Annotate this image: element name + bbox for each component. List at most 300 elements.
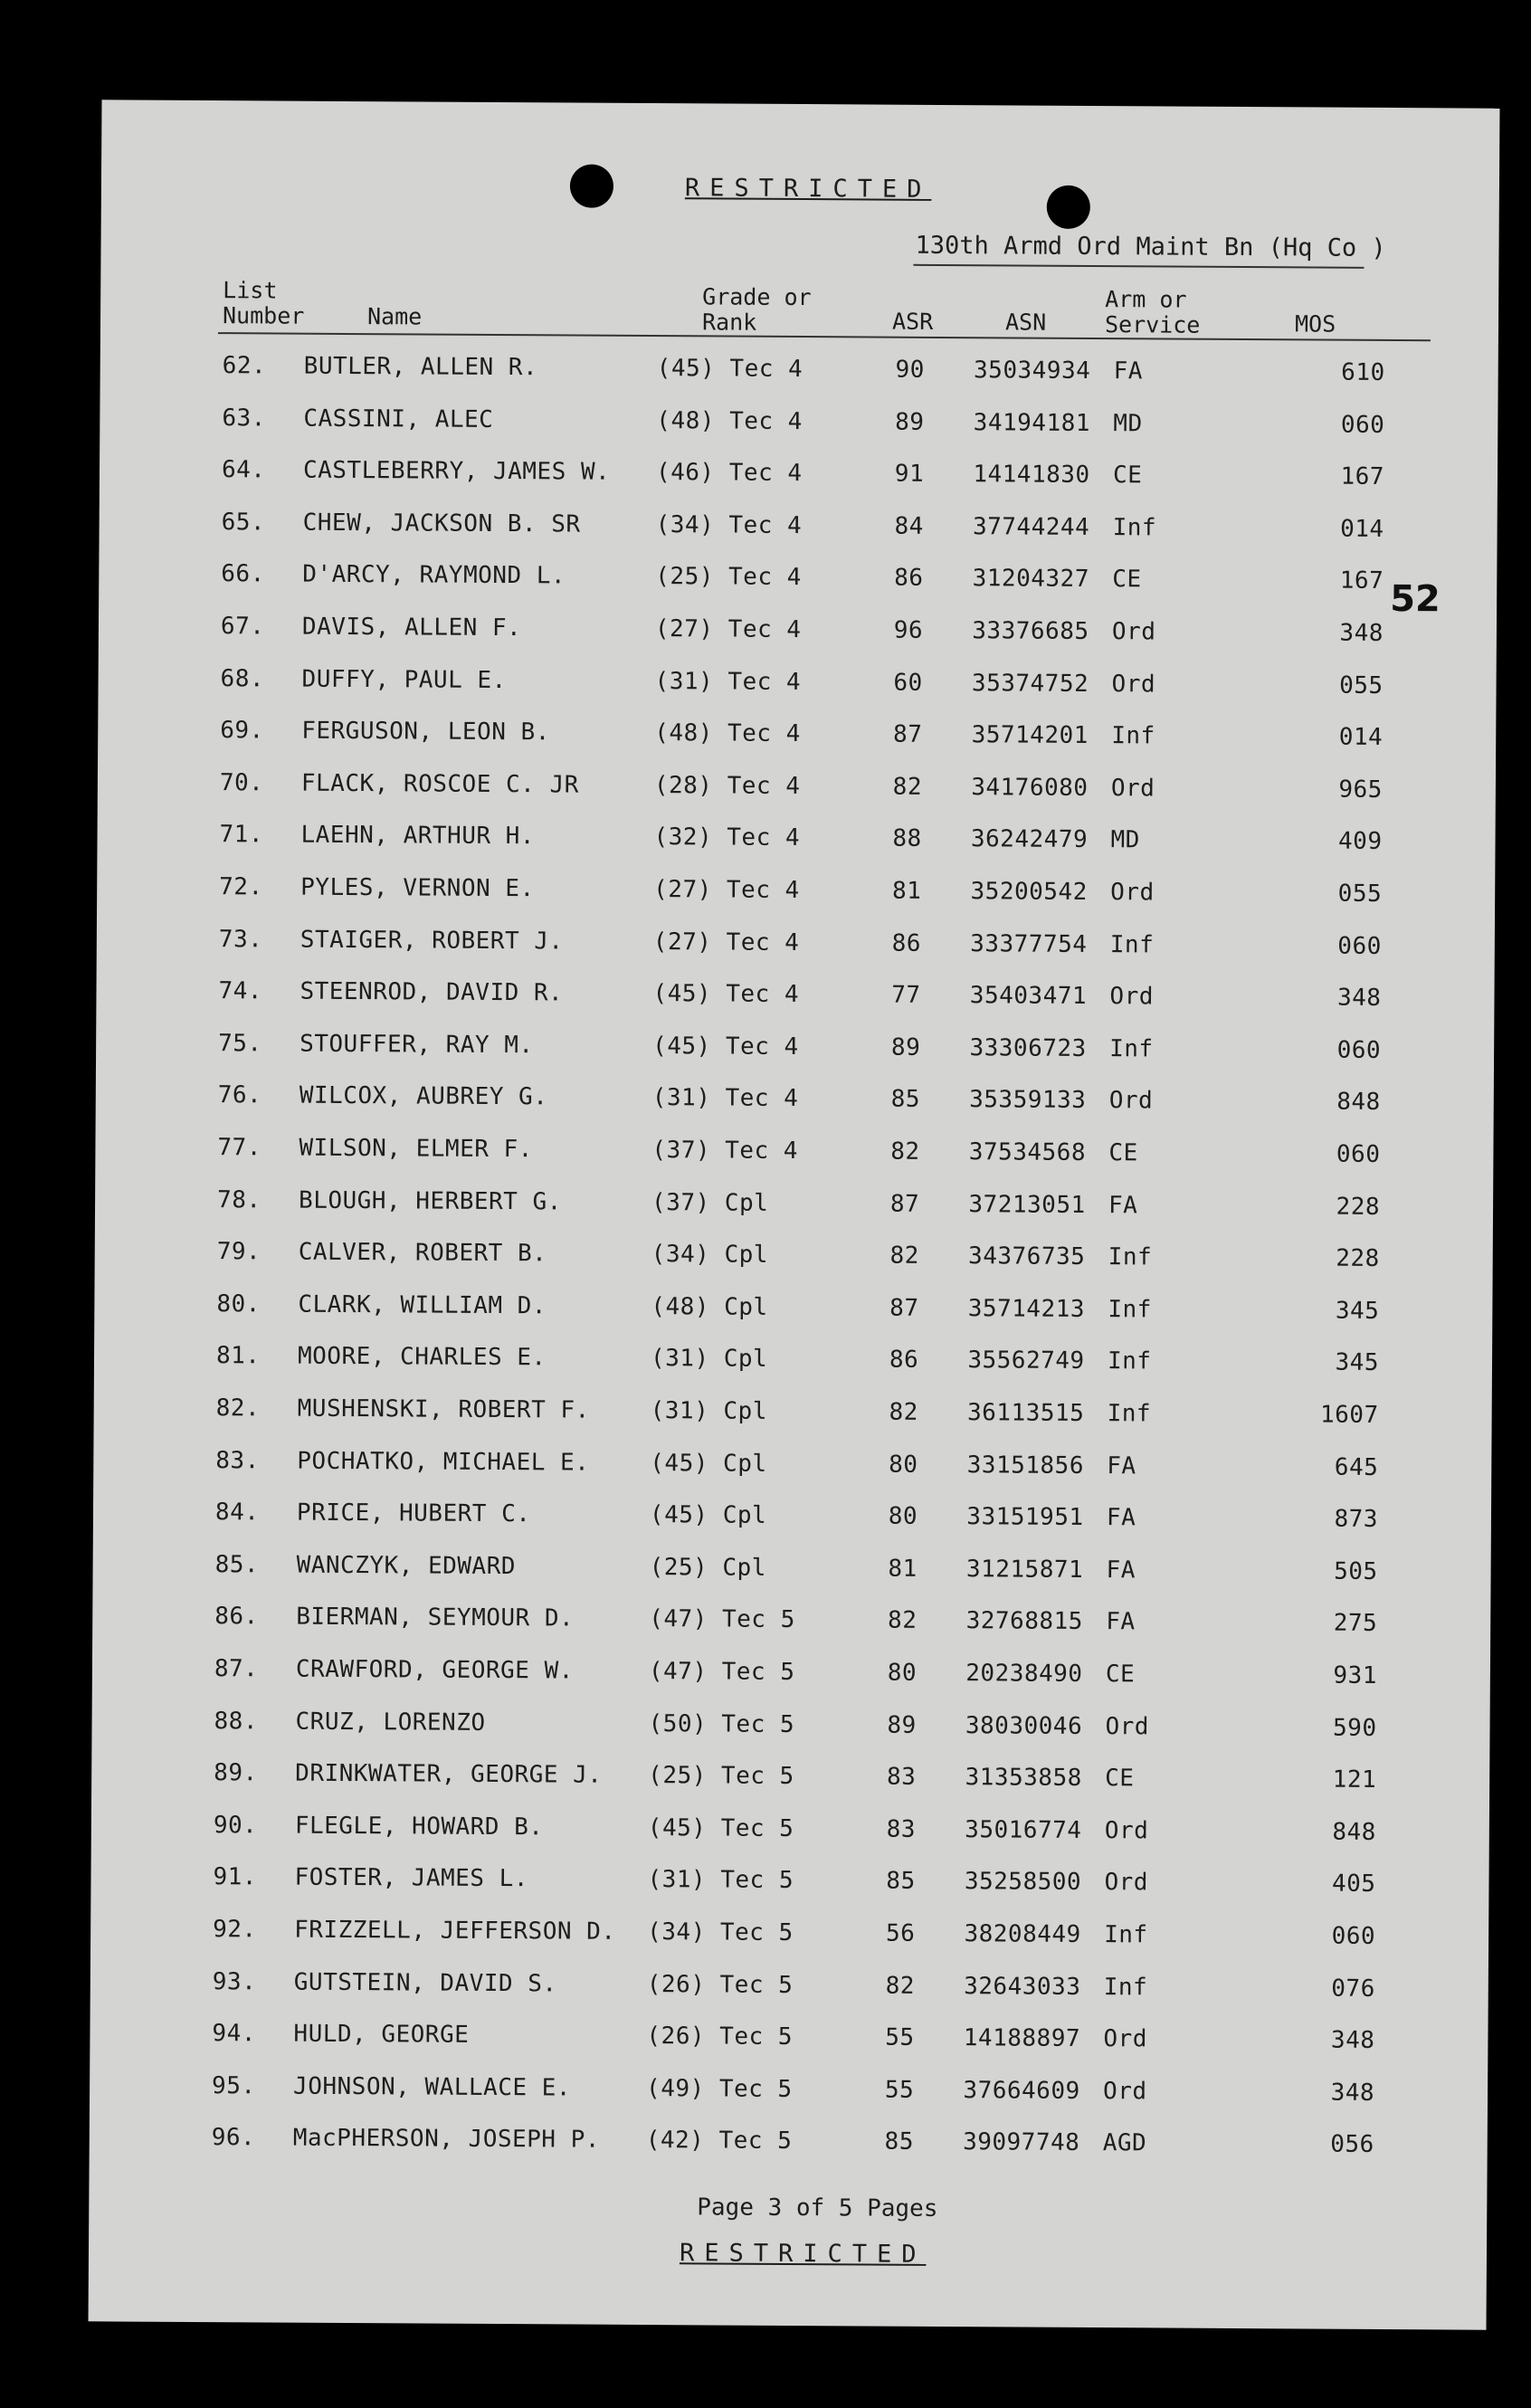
cell-mos: 275 (1333, 1610, 1378, 1638)
cell-name: PYLES, VERNON E. (300, 873, 535, 903)
table-row (97, 925, 1495, 969)
cell-arm: Ord (1111, 618, 1156, 646)
cell-asn: 37213051 (968, 1190, 1086, 1219)
cell-name: FERGUSON, LEON B. (301, 717, 550, 747)
cell-mos: 167 (1340, 462, 1385, 491)
cell-asn: 35016774 (965, 1815, 1082, 1844)
table-row (90, 2019, 1488, 2063)
cell-arm: Inf (1109, 1034, 1154, 1063)
cell-asr: 89 (887, 1711, 917, 1739)
cell-mos: 055 (1337, 880, 1383, 908)
cell-asn: 35258500 (964, 1868, 1082, 1897)
cell-list-number: 65. (221, 508, 266, 537)
cell-arm: CE (1108, 1139, 1138, 1167)
cell-name: STEENROD, DAVID R. (300, 977, 564, 1007)
cell-asn: 35034934 (973, 357, 1091, 385)
cell-mos: 931 (1333, 1661, 1377, 1689)
cell-mos: 121 (1332, 1766, 1377, 1794)
cell-asn: 20238490 (965, 1660, 1083, 1688)
cell-list-number: 62. (222, 352, 267, 380)
cell-asn: 35714201 (971, 721, 1089, 750)
table-row (100, 351, 1498, 395)
cell-asr: 90 (895, 356, 925, 384)
cell-name: MacPHERSON, JOSEPH P. (292, 2125, 601, 2155)
cell-grade: (45) Tec 4 (652, 1032, 799, 1061)
cell-mos: 965 (1338, 776, 1383, 804)
cell-asn: 32768815 (965, 1607, 1083, 1636)
cell-name: CALVER, ROBERT B. (298, 1238, 547, 1268)
cell-mos: 167 (1339, 567, 1384, 595)
cell-asr: 91 (894, 460, 925, 489)
cell-mos: 076 (1331, 1975, 1375, 2003)
cell-grade: (28) Tec 4 (653, 771, 801, 800)
cell-asn: 36113515 (966, 1399, 1085, 1427)
cell-mos: 055 (1339, 671, 1384, 700)
cell-list-number: 86. (214, 1603, 259, 1631)
table-row (99, 560, 1497, 604)
cell-arm: Inf (1111, 722, 1155, 750)
cell-name: FRIZZELL, JEFFERSON D. (294, 1916, 616, 1946)
cell-arm: Ord (1103, 2025, 1148, 2053)
cell-list-number: 84. (214, 1499, 260, 1527)
cell-grade: (25) Cpl (649, 1553, 766, 1582)
cell-arm: CE (1105, 1765, 1135, 1793)
cell-asr: 83 (886, 1763, 917, 1792)
table-row (95, 1133, 1493, 1177)
cell-asr: 77 (891, 981, 921, 1010)
cell-asr: 84 (894, 512, 924, 540)
cell-asr: 55 (884, 2076, 915, 2104)
cell-asr: 83 (886, 1815, 917, 1843)
cell-asr: 80 (887, 1659, 918, 1687)
table-row (99, 612, 1497, 656)
cell-name: FLEGLE, HOWARD B. (294, 1812, 544, 1842)
table-row (95, 1237, 1493, 1281)
table-row (90, 2124, 1488, 2168)
unit-underline (913, 264, 1364, 269)
cell-list-number: 81. (215, 1342, 261, 1370)
cell-asn: 34376735 (968, 1242, 1086, 1271)
table-row (91, 1811, 1489, 1855)
header-underline (218, 332, 1431, 341)
col-header-list-number (223, 278, 305, 329)
cell-asn: 34194181 (973, 408, 1091, 437)
cell-grade: (32) Tec 4 (653, 823, 801, 852)
cell-grade: (47) Tec 5 (648, 1658, 795, 1687)
cell-grade: (48) Cpl (651, 1292, 768, 1321)
cell-list-number: 75. (218, 1029, 262, 1058)
cell-grade: (37) Tec 4 (651, 1137, 799, 1166)
cell-arm: Ord (1108, 1087, 1154, 1115)
cell-arm: Ord (1110, 774, 1155, 803)
cell-name: STOUFFER, RAY M. (300, 1030, 534, 1060)
table-row (90, 1915, 1488, 1959)
cell-mos: 645 (1334, 1453, 1379, 1481)
cell-list-number: 71. (219, 821, 264, 849)
table-row (90, 2071, 1488, 2116)
cell-grade: (27) Tec 4 (653, 876, 800, 905)
table-row (94, 1342, 1492, 1386)
cell-arm: CE (1112, 566, 1142, 594)
cell-name: BIERMAN, SEYMOUR D. (296, 1604, 575, 1632)
cell-list-number: 85. (214, 1550, 260, 1579)
cell-grade: (48) Tec 4 (656, 406, 803, 435)
table-row (98, 664, 1496, 709)
cell-arm: FA (1106, 1608, 1136, 1636)
col-header-arm-line2: Service (1104, 311, 1201, 338)
cell-asn: 35200542 (970, 878, 1088, 906)
cell-grade: (31) Cpl (650, 1345, 768, 1374)
cell-name: BUTLER, ALLEN R. (303, 352, 538, 382)
cell-name: PRICE, HUBERT C. (296, 1499, 531, 1528)
cell-grade: (48) Tec 4 (654, 719, 801, 748)
cell-mos: 348 (1339, 619, 1384, 647)
cell-grade: (45) Tec 5 (647, 1813, 794, 1842)
cell-name: CHEW, JACKSON B. SR (302, 509, 581, 538)
col-header-name: Name (366, 303, 423, 330)
cell-list-number: 78. (216, 1185, 262, 1214)
col-header-arm (1105, 287, 1201, 338)
table-row (91, 1707, 1489, 1751)
cell-asr: 81 (888, 1555, 918, 1583)
cell-name: D'ARCY, RAYMOND L. (302, 561, 566, 590)
cell-mos: 345 (1335, 1297, 1380, 1325)
cell-list-number: 94. (212, 2020, 257, 2048)
cell-arm: Ord (1104, 1869, 1149, 1897)
cell-asn: 14188897 (963, 2024, 1081, 2053)
cell-list-number: 89. (214, 1759, 258, 1787)
cell-asn: 33377754 (970, 929, 1088, 958)
cell-asr: 87 (892, 720, 923, 749)
cell-grade: (46) Tec 4 (655, 459, 803, 488)
cell-arm: Ord (1110, 879, 1155, 907)
cell-asr: 56 (885, 1919, 916, 1947)
table-row (96, 1029, 1494, 1073)
cell-asn: 31204327 (972, 565, 1089, 594)
cell-name: DAVIS, ALLEN F. (301, 613, 522, 642)
cell-grade: (50) Tec 5 (648, 1709, 795, 1738)
cell-list-number: 68. (220, 664, 265, 693)
cell-mos: 505 (1334, 1557, 1378, 1585)
cell-asn: 33151951 (966, 1503, 1084, 1532)
cell-mos: 060 (1336, 1140, 1381, 1168)
cell-mos: 056 (1330, 2131, 1374, 2159)
cell-asn: 37664609 (963, 2076, 1080, 2105)
cell-name: WILCOX, AUBREY G. (299, 1082, 548, 1111)
cell-list-number: 72. (219, 873, 263, 901)
cell-list-number: 87. (214, 1655, 259, 1683)
cell-asr: 82 (888, 1607, 918, 1635)
punch-hole-right (1047, 186, 1090, 229)
cell-arm: CE (1112, 462, 1143, 490)
cell-name: WILSON, ELMER F. (299, 1134, 533, 1164)
col-header-list-line1: List (223, 277, 278, 304)
cell-grade: (25) Tec 4 (655, 563, 802, 592)
cell-asn: 33376685 (972, 617, 1089, 645)
page-indicator: Page 3 of 5 Pages (697, 2194, 938, 2222)
cell-list-number: 93. (212, 1967, 257, 1995)
cell-arm: MD (1113, 409, 1143, 437)
cell-grade: (45) Tec 4 (652, 980, 800, 1009)
cell-asn: 35374752 (971, 669, 1089, 698)
cell-mos: 610 (1341, 358, 1385, 386)
cell-asr: 89 (890, 1033, 921, 1061)
cell-grade: (27) Tec 4 (654, 615, 802, 644)
table-row (91, 1758, 1489, 1803)
cell-arm: Ord (1105, 1712, 1150, 1741)
cell-asn: 14141830 (973, 461, 1090, 490)
cell-name: CASSINI, ALEC (303, 405, 494, 433)
cell-arm: FA (1106, 1504, 1136, 1532)
cell-mos: 014 (1340, 515, 1384, 543)
cell-asr: 82 (890, 1137, 920, 1166)
header-classification: RESTRICTED (684, 174, 932, 204)
cell-list-number: 70. (219, 768, 264, 797)
cell-grade: (45) Cpl (649, 1501, 767, 1530)
cell-arm: Inf (1109, 930, 1155, 959)
col-header-list-line2: Number (222, 302, 305, 329)
cell-asn: 38208449 (964, 1920, 1081, 1948)
cell-list-number: 80. (216, 1290, 261, 1318)
cell-asn: 38030046 (965, 1711, 1083, 1740)
cell-arm: FA (1113, 357, 1144, 385)
cell-grade: (34) Tec 5 (647, 1918, 794, 1947)
col-header-grade (702, 284, 812, 336)
col-header-grade-line1: Grade or (702, 283, 812, 311)
cell-arm: Ord (1104, 1816, 1149, 1845)
footer-classification: RESTRICTED (679, 2239, 927, 2269)
cell-mos: 409 (1337, 828, 1383, 856)
cell-arm: Ord (1109, 983, 1155, 1011)
cell-list-number: 66. (221, 560, 265, 588)
col-header-asr: ASR (891, 308, 934, 335)
cell-asn: 35403471 (969, 982, 1088, 1011)
cell-mos: 1607 (1319, 1401, 1379, 1429)
table-row (93, 1446, 1491, 1490)
cell-list-number: 67. (220, 613, 265, 641)
col-header-mos: MOS (1294, 310, 1336, 338)
cell-grade: (45) Tec 4 (656, 355, 804, 384)
cell-name: LAEHN, ARTHUR H. (300, 822, 536, 851)
cell-name: DUFFY, PAUL E. (301, 665, 507, 694)
cell-asn: 36242479 (970, 825, 1089, 854)
cell-asr: 60 (893, 669, 923, 697)
table-row (92, 1603, 1490, 1647)
cell-name: CRUZ, LORENZO (295, 1708, 486, 1737)
cell-mos: 228 (1336, 1193, 1381, 1221)
cell-list-number: 77. (217, 1134, 262, 1162)
cell-list-number: 64. (221, 456, 266, 484)
cell-mos: 848 (1336, 1089, 1381, 1117)
cell-mos: 014 (1338, 723, 1384, 752)
cell-asr: 82 (889, 1398, 918, 1426)
cell-list-number: 73. (218, 925, 263, 954)
cell-asr: 87 (889, 1190, 920, 1218)
cell-list-number: 96. (211, 2124, 256, 2152)
cell-mos: 590 (1332, 1714, 1377, 1742)
cell-mos: 848 (1332, 1818, 1376, 1846)
cell-name: CLARK, WILLIAM D. (298, 1290, 547, 1320)
cell-mos: 348 (1330, 2026, 1375, 2055)
cell-arm: CE (1105, 1661, 1136, 1689)
cell-arm: FA (1107, 1451, 1136, 1480)
cell-asr: 55 (885, 2023, 915, 2052)
table-row (100, 404, 1498, 448)
cell-asr: 89 (895, 408, 925, 436)
cell-asr: 82 (889, 1242, 919, 1271)
cell-arm: Inf (1103, 1973, 1148, 2001)
cell-name: STAIGER, ROBERT J. (300, 926, 564, 956)
cell-asr: 82 (892, 773, 923, 801)
cell-arm: Inf (1104, 1921, 1148, 1949)
cell-list-number: 90. (213, 1811, 258, 1840)
table-row (96, 1081, 1494, 1126)
cell-list-number: 76. (217, 1081, 262, 1109)
cell-mos: 345 (1335, 1349, 1380, 1377)
cell-grade: (34) Tec 4 (655, 510, 803, 539)
cell-asr: 80 (888, 1502, 918, 1531)
cell-mos: 060 (1336, 1036, 1382, 1064)
cell-asn: 39097748 (963, 2128, 1080, 2157)
cell-grade: (31) Tec 4 (654, 667, 802, 696)
cell-asr: 81 (891, 877, 922, 905)
table-row (97, 872, 1495, 917)
cell-list-number: 95. (212, 2071, 256, 2100)
cell-asr: 86 (891, 929, 922, 957)
cell-list-number: 88. (214, 1707, 259, 1735)
col-header-grade-line2: Rank (701, 309, 757, 336)
col-header-arm-line1: Arm or (1105, 286, 1187, 313)
cell-asr: 86 (894, 565, 924, 593)
cell-mos: 348 (1330, 2079, 1375, 2107)
cell-grade: (26) Tec 5 (646, 1970, 794, 1999)
cell-name: MUSHENSKI, ROBERT F. (297, 1394, 590, 1424)
cell-asr: 96 (893, 616, 924, 644)
cell-name: HULD, GEORGE (293, 2020, 470, 2050)
table-row (90, 1967, 1488, 2012)
cell-name: FOSTER, JAMES L. (294, 1864, 529, 1893)
cell-asr: 85 (886, 1868, 916, 1896)
table-row (100, 455, 1498, 500)
cell-list-number: 74. (218, 977, 263, 1005)
stamp-number: 52 (1390, 578, 1441, 621)
cell-grade: (42) Tec 5 (645, 2127, 793, 2156)
table-row (96, 976, 1494, 1021)
table-row (100, 508, 1498, 552)
cell-list-number: 63. (222, 404, 266, 433)
cell-asn: 31353858 (965, 1764, 1082, 1793)
cell-asr: 82 (885, 1972, 916, 2000)
cell-asr: 88 (892, 825, 922, 853)
cell-name: GUTSTEIN, DAVID S. (293, 1968, 557, 1998)
cell-arm: Inf (1108, 1243, 1153, 1271)
cell-grade: (34) Cpl (651, 1241, 769, 1270)
cell-name: CASTLEBERRY, JAMES W. (302, 456, 611, 486)
cell-mos: 060 (1340, 411, 1385, 439)
cell-asn: 35359133 (969, 1086, 1087, 1115)
cell-name: DRINKWATER, GEORGE J. (295, 1759, 603, 1789)
cell-asn: 37744244 (972, 512, 1090, 541)
cell-grade: (47) Tec 5 (649, 1605, 795, 1634)
cell-grade: (45) Cpl (650, 1449, 767, 1478)
cell-name: CRAWFORD, GEORGE W. (295, 1655, 574, 1685)
cell-mos: 060 (1331, 1922, 1376, 1950)
cell-asn: 35714213 (967, 1294, 1086, 1323)
cell-arm: MD (1110, 826, 1140, 854)
cell-asn: 35562749 (967, 1347, 1085, 1375)
cell-arm: Inf (1108, 1295, 1152, 1324)
table-row (92, 1654, 1490, 1699)
table-row (93, 1498, 1491, 1542)
cell-asr: 87 (889, 1294, 919, 1322)
cell-asr: 80 (889, 1451, 918, 1479)
cell-grade: (31) Tec 5 (647, 1866, 794, 1895)
cell-arm: Ord (1111, 670, 1156, 699)
unit-designation: 130th Armd Ord Maint Bn (Hq Co ) (915, 231, 1386, 262)
cell-asn: 34176080 (971, 773, 1089, 802)
cell-list-number: 69. (220, 717, 264, 745)
cell-mos: 228 (1336, 1244, 1380, 1273)
cell-list-number: 82. (215, 1394, 261, 1423)
cell-arm: Inf (1107, 1400, 1152, 1428)
cell-grade: (31) Tec 4 (651, 1084, 799, 1113)
table-row (98, 716, 1496, 760)
cell-name: JOHNSON, WALLACE E. (293, 2072, 572, 2102)
cell-asn: 31215871 (965, 1555, 1084, 1584)
cell-list-number: 91. (213, 1863, 258, 1891)
cell-mos: 060 (1337, 932, 1382, 960)
cell-grade: (27) Tec 4 (652, 928, 800, 957)
cell-arm: Ord (1102, 2077, 1147, 2106)
col-header-asn: ASN (1004, 309, 1047, 336)
cell-arm: FA (1108, 1191, 1138, 1219)
table-row (94, 1290, 1492, 1334)
cell-grade: (37) Cpl (651, 1188, 769, 1217)
cell-mos: 873 (1334, 1505, 1379, 1534)
cell-name: BLOUGH, HERBERT G. (298, 1186, 562, 1216)
table-row (90, 1863, 1488, 1908)
table-row (94, 1394, 1492, 1438)
cell-name: MOORE, CHARLES E. (297, 1343, 547, 1372)
cell-arm: Inf (1112, 513, 1157, 542)
cell-arm: AGD (1102, 2129, 1147, 2157)
cell-asr: 85 (890, 1086, 921, 1114)
table-row (98, 768, 1496, 813)
document-page (89, 100, 1500, 2329)
cell-grade: (26) Tec 5 (646, 2023, 794, 2051)
cell-asn: 32643033 (964, 1972, 1081, 2001)
table-row (95, 1185, 1493, 1230)
punch-hole-left (570, 164, 613, 207)
cell-asn: 33306723 (969, 1033, 1087, 1062)
table-row (92, 1550, 1490, 1594)
cell-grade: (49) Tec 5 (646, 2074, 793, 2103)
cell-asr: 85 (884, 2128, 914, 2156)
cell-grade: (25) Tec 5 (648, 1762, 794, 1791)
cell-name: WANCZYK, EDWARD (296, 1551, 517, 1580)
cell-mos: 405 (1331, 1870, 1376, 1899)
cell-list-number: 92. (213, 1916, 257, 1944)
cell-grade: (31) Cpl (650, 1397, 767, 1425)
cell-asn: 33151856 (966, 1451, 1085, 1480)
cell-asr: 86 (889, 1347, 919, 1375)
cell-name: POCHATKO, MICHAEL E. (297, 1447, 590, 1477)
table-row (97, 821, 1495, 865)
cell-arm: FA (1106, 1556, 1136, 1585)
cell-asn: 37534568 (968, 1138, 1087, 1166)
cell-name: FLACK, ROSCOE C. JR (300, 769, 579, 799)
cell-list-number: 79. (216, 1238, 262, 1266)
